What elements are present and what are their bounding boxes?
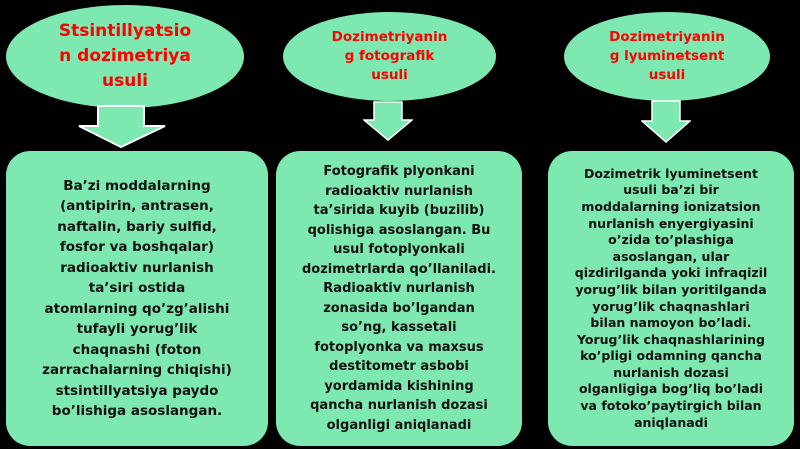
down-arrow-icon bbox=[363, 101, 413, 141]
luminescent-method-description bbox=[548, 151, 794, 446]
down-arrow-icon bbox=[77, 104, 167, 148]
heading-text: Stsintillyatsio n dozimetriya usuli bbox=[58, 21, 192, 91]
description-text: Dozimetrik lyuminetsent usuli ba’zi bir moddalarning ionizatsion nurlanish enyergiyasini o’zida to’plashiga asoslangan, ular qizdirilganda yoki infraqizil yorug’lik bilan yoritilganda yorug’lik chaqnashlari bilan namoyon bo’ladi. Yorug’lik chaqnashlarining ko’pligi odamning qancha nurlanish dozasi olganligiga bog’liq bo’ladi va fotoko’paytirgich bilan aniqlanadi bbox=[574, 165, 768, 430]
scintillation-method-description bbox=[6, 151, 268, 446]
heading-text: Dozimetriyanin g fotografik usuli bbox=[331, 29, 448, 83]
photographic-method-description bbox=[276, 151, 522, 446]
down-arrow-icon bbox=[641, 100, 691, 143]
heading-text: Dozimetriyanin g lyuminetsent usuli bbox=[609, 29, 725, 83]
scintillation-method-heading bbox=[6, 5, 244, 108]
description-text: Ba’zi moddalarning (antipirin, antrasen, naftalin, bariy sulfid, fosfor va boshqalar) radioaktiv nurlanish ta’siri ostida atomlarning qo’zg’alishi tufayli yorug’lik chaqnashi (foton zarrachalarning chiqishi) stsintillyatsiya paydo bo’lishiga asoslangan. bbox=[42, 177, 232, 419]
description-text: Fotografik plyonkani radioaktiv nurlanish ta’sirida kuyib (buzilib) qolishiga asoslangan. Bu usul fotoplyonkali dozimetrlarda qo’llaniladi. Radioaktiv nurlanish zonasida bo’lgandan so’ng, kassetali fotoplyonka va maxsus destitometr asbobi yordamida kishining qancha nurlanish dozasi olganligi aniqlanadi bbox=[302, 164, 496, 433]
luminescent-method-heading bbox=[564, 12, 770, 101]
photographic-method-heading bbox=[283, 12, 496, 101]
